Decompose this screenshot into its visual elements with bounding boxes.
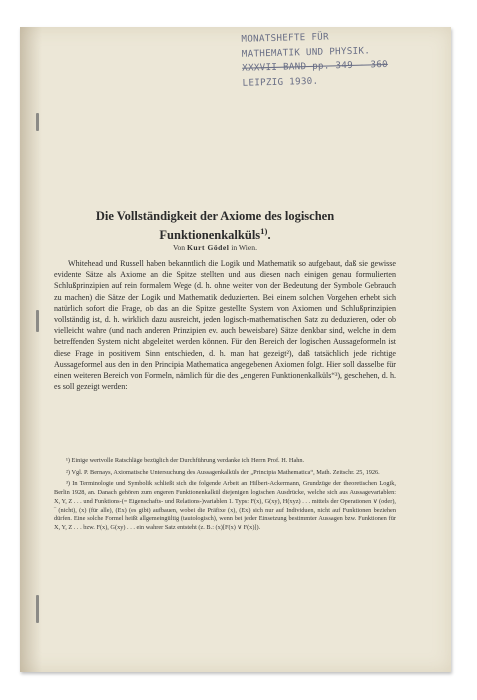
title-line-1: Die Vollständigkeit der Axiome des logischen [95,209,335,223]
author-place: in Wien. [231,243,257,252]
handwritten-line-volume: XXXVII BAND pp. 349 - 360 [242,58,389,74]
staple-mark-top [36,113,39,131]
article-body [54,258,396,392]
footnote-2: ²) Vgl. P. Bernays, Axiomatische Untersuchung des Aussagenkalküls der „Principia Mathematica“, Math. Zeitschr. 25, 1926. [66,468,380,476]
handwritten-annotation [241,27,452,90]
title-footnote-mark: 1) [260,226,268,236]
footnote-1: ¹) Einige wertvolle Ratschläge bezüglich der Durchführung verdanke ich Herrn Prof. H. Hahn. [66,457,305,464]
author-name: Kurt Gödel [187,243,230,252]
author-prefix: Von [173,243,186,252]
title-line-2: Funktionenkalküls$^{1)}$. [159,226,271,243]
staple-mark-bottom [36,595,39,623]
footnotes [54,457,396,536]
body-paragraph: Whitehead und Russell haben bekanntlich die Logik und Mathematik so aufgebaut, daß sie gewisse evidente Sätze als Axiome an die Spitze stellten und aus diesen nach einigen genau formulierten Schlußprinzipien auf rein formalem Wege (d. h. ohne weiter von der Bedeutung der Symbole Gebrauch zu machen) die Sätze der Logik und Mathematik deduzierten. Bei einem solchen Vorgehen erhebt sich natürlich sofort die Frage, ob das an die Spitze gestellte System von Axiomen und Schlußprinzipien vollständig ist, d. h. wirklich dazu ausreicht, jeden logisch-mathematischen Satz zu deduzieren, oder ob vielleicht wahre (und nach anderen Prinzipien ev. auch beweisbare) Sätze denkbar sind, welche in dem betreffenden System nicht abgeleitet werden können. Für den Bereich der logischen Aussageformeln ist diese Frage in positivem Sinn entschieden, d. h. man hat gezeigt²), daß tatsächlich jede richtige Aussageformel aus den in den Principia Mathematica angegebenen Axiomen folgt. Hier soll dasselbe für einen weiteren Bereich von Formeln, nämlich für die des „engeren Funktionenkalküls“³), geschehen, d. h. es soll gezeigt werden: [54,259,396,392]
author-line [30,243,400,252]
staple-mark-middle [36,310,39,332]
article-title [30,209,400,243]
handwritten-line-place-year: LEIPZIG 1930. [242,75,319,89]
footnote-3: ³) In Terminologie und Symbolik schließt sich die folgende Arbeit an Hilbert-Ackermann, Grundzüge der theoretischen Logik, Berlin 1928, an. Danach gehören zum engeren Funktionenkalkül diejenigen logischen Ausdrücke, welche sich aus Aussagevariablen: X, Y, Z . . . und Funktions-(= Eigenschafts- und Relations-)variablen 1. Typs: F(x), G(xy), H(xyz) . . . mittels der Operationen ∨ (oder), ‾ (nicht), (x) (für alle), (Ex) (es gibt) aufbauen, wobei die Präfixe (x), (Ex) sich nur auf Individuen, nicht auf Funktionen beziehen dürfen. Eine solche Formel heißt allgemeingültig (tautologisch), wenn bei jeder Einsetzung bestimmter Aussagen bzw. Funktionen für X, Y, Z . . . bzw. F(x), G(xy) . . . ein wahrer Satz entsteht (z. B.: (x)[F(x) ∨ F(x)]). [54,480,396,531]
handwritten-line-subject: MATHEMATIK UND PHYSIK. [241,44,371,60]
handwritten-line-journal: MONATSHEFTE FÜR [241,31,330,45]
